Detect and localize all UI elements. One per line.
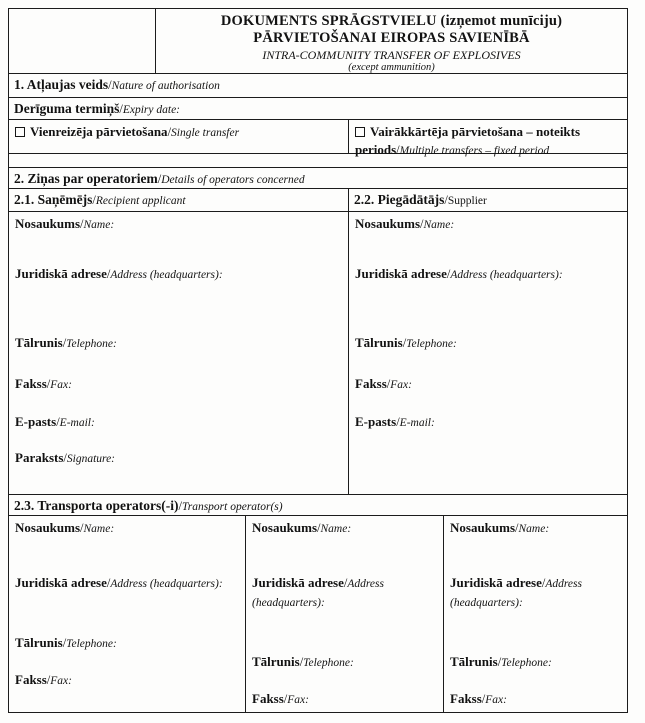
expiry-date-row (9, 98, 627, 120)
recipient-address-label: Juridiskā adrese/Address (headquarters): (15, 265, 223, 281)
transport3-address-label: Juridiskā adrese/Address (headquarters): (450, 575, 582, 609)
recipient-fax-label: Fakss/Fax: (15, 375, 72, 391)
transport3-name-label: Nosaukums/Name: (450, 520, 550, 535)
transport2-phone-label: Tālrunis/Telephone: (252, 654, 354, 669)
multiple-transfer-label-lv: Vairākkārtēja pārvietošana – noteikts periods (355, 123, 581, 157)
single-transfer-cell: Vienreizēja pārvietošana/Single transfer (9, 120, 349, 153)
document-subtitle-note: (except ammunition) (348, 62, 435, 73)
recipient-email-label: E-pasts/E-mail: (15, 413, 95, 429)
section2-heading: 2. Ziņas par operatoriem/Details of operators concerned (14, 170, 305, 186)
multiple-transfer-checkbox[interactable] (355, 127, 365, 137)
document-title-line2: PĀRVIETOŠANAI EIROPAS SAVIENĪBĀ (253, 30, 530, 46)
supplier-header: 2.2. Piegādātājs/Supplier (354, 191, 487, 207)
transport2-address-label: Juridiskā adrese/Address (headquarters): (252, 575, 384, 609)
transport2-name-label: Nosaukums/Name: (252, 520, 352, 535)
header-empty-cell (9, 9, 156, 73)
operator-subheader-row (9, 189, 627, 212)
operator-body-row (9, 212, 627, 495)
transport-operator-heading: 2.3. Transporta operators(-i)/Transport operator(s) (14, 498, 283, 513)
transport3-fax-label: Fakss/Fax: (450, 691, 507, 706)
recipient-signature-label: Paraksts/Signature: (15, 449, 115, 465)
supplier-phone-label: Tālrunis/Telephone: (355, 334, 457, 350)
transport-operators-row (9, 516, 627, 712)
recipient-fields-cell (9, 212, 349, 494)
supplier-email-label: E-pasts/E-mail: (355, 413, 435, 429)
single-transfer-checkbox[interactable] (15, 127, 25, 137)
transport-operator-3-cell (444, 516, 627, 712)
supplier-address-label: Juridiskā adrese/Address (headquarters): (355, 265, 563, 281)
header-row (9, 9, 627, 74)
single-transfer-label-lv: Vienreizēja pārvietošana (30, 123, 168, 139)
transport1-phone-label: Tālrunis/Telephone: (15, 635, 117, 650)
recipient-phone-label: Tālrunis/Telephone: (15, 334, 117, 350)
supplier-name-label: Nosaukums/Name: (355, 215, 455, 231)
recipient-header: 2.1. Saņēmējs/Recipient applicant (9, 189, 349, 211)
supplier-fax-label: Fakss/Fax: (355, 375, 412, 391)
recipient-name-label: Nosaukums/Name: (15, 215, 115, 231)
expiry-date-label: Derīguma termiņš/Expiry date: (14, 100, 181, 116)
transport3-phone-label: Tālrunis/Telephone: (450, 654, 552, 669)
empty-row (9, 154, 627, 168)
section2-heading-row (9, 168, 627, 189)
transport2-fax-label: Fakss/Fax: (252, 691, 309, 706)
header-title-cell (156, 9, 627, 73)
section23-heading-row (9, 495, 627, 516)
section1-heading-row (9, 74, 627, 98)
transfer-type-row (9, 120, 627, 157)
transport-operator-1-cell (9, 516, 246, 712)
form-table (8, 8, 628, 713)
multiple-transfer-cell: Vairākkārtēja pārvietošana – noteikts periods/Multiple transfers – fixed period (355, 123, 581, 157)
transport-operator-2-cell (246, 516, 444, 712)
transport1-fax-label: Fakss/Fax: (15, 672, 72, 687)
multiple-transfer-label-en: Multiple transfers – fixed period (399, 144, 550, 157)
document-subtitle-en: INTRA-COMMUNITY TRANSFER OF EXPLOSIVES (262, 48, 521, 62)
single-transfer-label-en: Single transfer (171, 126, 240, 139)
section1-heading: 1. Atļaujas veids/Nature of authorisation (14, 77, 220, 92)
supplier-fields-cell (349, 212, 627, 494)
transport1-address-label: Juridiskā adrese/Address (headquarters): (15, 575, 223, 590)
transport1-name-label: Nosaukums/Name: (15, 520, 115, 535)
document-title-line1: DOKUMENTS SPRĀGSTVIELU (izņemot munīciju) (220, 13, 563, 29)
